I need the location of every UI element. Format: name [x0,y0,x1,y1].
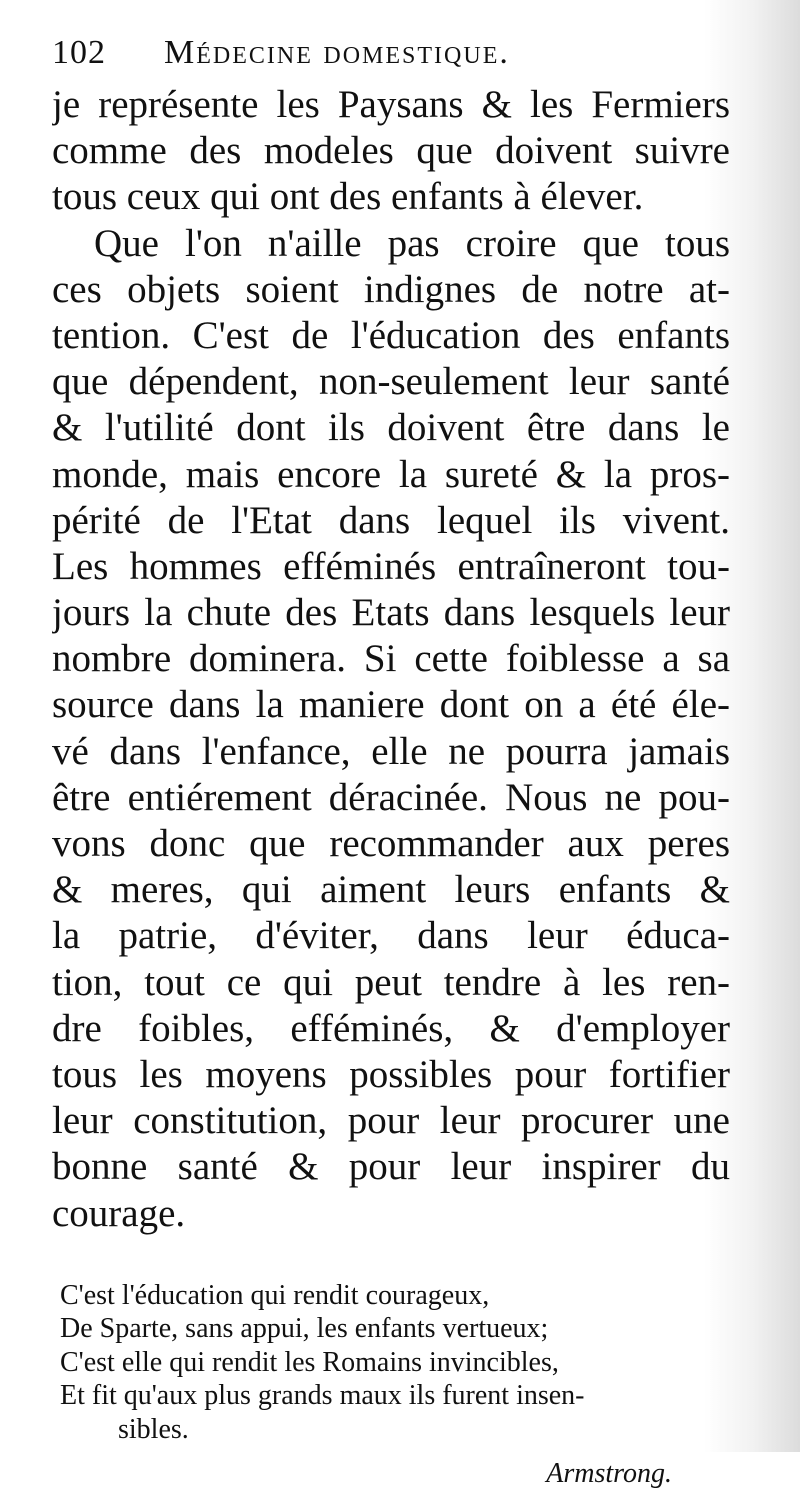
text-line: je représente les Paysans & les Fermiers [52,83,730,126]
text-line: source dans la maniere dont on a été éle- [52,683,730,727]
text-line: Que l'on n'aille pas croire que tous [94,221,730,265]
body-text [52,82,730,1237]
text-line: bonne santé & pour leur inspirer du [52,1145,730,1189]
verse-line: C'est l'éducation qui rendit courageux, [60,1279,490,1311]
text-line: comme des modeles que doivent suivre [52,129,730,173]
verse-quotation [52,1279,730,1494]
text-line: & l'utilité dont ils doivent être dans le [52,406,730,450]
text-line: que dépendent, non-seulement leur santé [52,360,730,404]
running-title: Médecine domestique. [164,34,510,71]
text-line: périté de l'Etat dans lequel ils vivent. [52,498,730,542]
text-line: jours la chute des Etats dans lesquels leur [52,591,730,635]
text-line: vé dans l'enfance, elle ne pourra jamais [52,729,730,773]
text-line: tous les moyens possibles pour fortifier [52,1052,730,1096]
text-line: vons donc que recommander aux peres [52,822,730,865]
verse-line: sibles. [118,1413,189,1445]
text-line: courage. [52,1191,186,1235]
text-line: & meres, qui aiment leurs enfants & [52,868,730,912]
running-head [52,30,730,80]
text-line: tention. C'est de l'éducation des enfants [52,313,730,357]
text-line: leur constitution, pour leur procurer une [52,1099,730,1143]
text-line: être entiérement déracinée. Nous ne pou- [52,775,730,819]
page-number: 102 [52,34,106,71]
text-line: dre foibles, efféminés, & d'employer [52,1006,730,1050]
text-line: la patrie, d'éviter, dans leur éduca- [52,914,730,958]
text-line: ces objets soient indignes de notre at- [52,267,730,311]
verse-line: De Sparte, sans appui, les enfants vertueux; [60,1313,549,1345]
text-line: Les hommes efféminés entraîneront tou- [52,544,730,588]
text-line: tion, tout ce qui peut tendre à les ren- [52,960,730,1004]
text-line: tous ceux qui ont des enfants à élever. [52,175,644,219]
text-line: nombre dominera. Si cette foiblesse a sa [52,637,730,681]
text-line: monde, mais encore la sureté & la pros- [52,452,730,496]
verse-line: C'est elle qui rendit les Romains invincibles, [60,1346,559,1378]
verse-attribution: Armstrong. [546,1458,672,1490]
verse-line: Et fit qu'aux plus grands maux ils furent insen- [60,1380,585,1412]
